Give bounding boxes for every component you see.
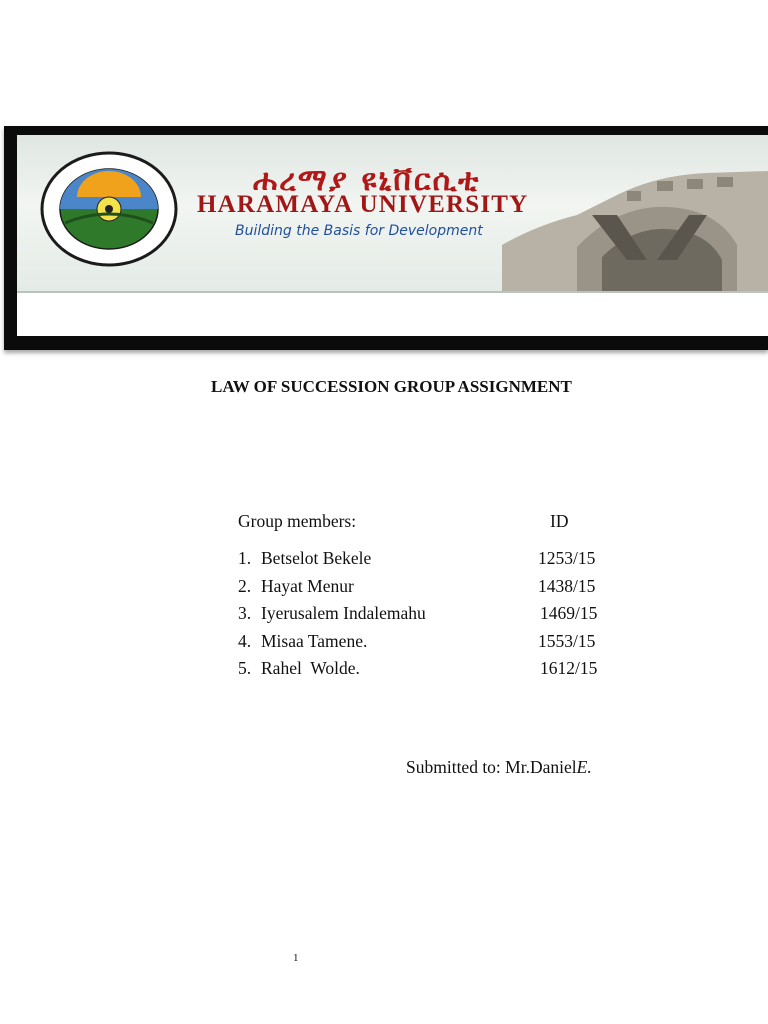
member-name: Hayat Menur [261, 575, 354, 596]
university-tagline: Building the Basis for Development [235, 223, 483, 239]
member-row [238, 657, 638, 685]
member-id: 1438/15 [538, 575, 596, 596]
page-number: 1 [293, 952, 299, 964]
members-header [238, 510, 638, 547]
member-name: Betselot Bekele [261, 548, 372, 568]
banner-inner [17, 135, 768, 336]
member-number: 1. [238, 548, 252, 568]
university-banner [4, 126, 768, 350]
member-name: Iyerusalem Indalemahu [261, 603, 426, 623]
member-number: 2. [238, 575, 252, 596]
members-header-label: Group members: [238, 511, 357, 531]
university-name: HARAMAYA UNIVERSITY [197, 191, 529, 218]
member-row [238, 630, 638, 658]
submitted-to-initial: E. [576, 757, 592, 777]
campus-gate-icon [502, 171, 768, 291]
member-row [238, 547, 638, 575]
member-name: Rahel Wolde. [261, 658, 360, 678]
member-row [238, 575, 638, 603]
member-number: 5. [238, 658, 252, 678]
group-members-list [238, 510, 638, 685]
member-number: 4. [238, 630, 252, 651]
member-name: Misaa Tamene. [261, 630, 368, 651]
member-id: 1469/15 [540, 603, 598, 623]
member-number: 3. [238, 603, 252, 623]
submitted-to-label: Submitted to: Mr.Daniel [406, 757, 577, 777]
member-id: 1612/15 [540, 658, 598, 678]
member-row [238, 602, 638, 630]
document-title: LAW OF SUCCESSION GROUP ASSIGNMENT [211, 377, 572, 396]
member-id: 1253/15 [538, 548, 596, 568]
amharic-university-name: ሐረማያ ዩኒቨርሲቲ [253, 163, 481, 198]
university-seal-icon [42, 153, 176, 265]
submitted-to [406, 757, 592, 778]
members-header-id: ID [550, 511, 569, 531]
member-id: 1553/15 [538, 630, 596, 651]
banner-art [17, 135, 768, 293]
